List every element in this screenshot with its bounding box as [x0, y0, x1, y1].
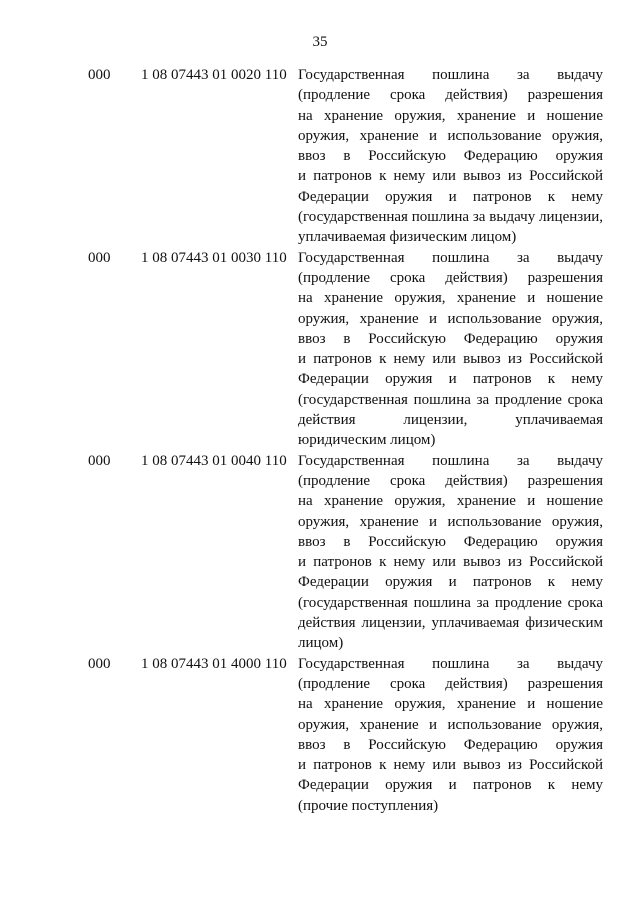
description-line: Государственная пошлина за выдачу — [298, 655, 603, 672]
admin-code: 000 — [88, 452, 111, 469]
admin-code: 000 — [88, 249, 111, 266]
description-line: Государственная пошлина за выдачу — [298, 67, 603, 83]
revenue-description — [298, 451, 603, 654]
description-line: уплачиваемая физическим лицом) — [298, 229, 517, 246]
description-line: оружия, хранение и использование оружия, — [298, 127, 603, 144]
admin-code: 000 — [88, 655, 111, 672]
description-line: действия лицензии, уплачиваемая физическим — [298, 615, 603, 632]
description-line: (продление срока действия) разрешения — [298, 87, 603, 104]
description-line: (продление срока действия) разрешения — [298, 269, 603, 286]
budget-classification-code: 1 08 07443 01 0040 110 — [141, 452, 287, 469]
description-line: ввоз в Российскую Федерацию оружия — [298, 148, 603, 165]
revenue-description — [298, 65, 603, 248]
description-line: (государственная пошлина за продление срока — [298, 594, 603, 611]
description-line: (продление срока действия) разрешения — [298, 472, 603, 489]
description-line: на хранение оружия, хранение и ношение — [298, 696, 603, 713]
revenue-description — [298, 654, 603, 816]
revenue-description — [298, 248, 603, 451]
description-line: оружия, хранение и использование оружия, — [298, 513, 603, 530]
description-line: Федерации оружия и патронов к нему — [298, 371, 603, 388]
table-row — [0, 654, 640, 816]
description-line: на хранение оружия, хранение и ношение — [298, 107, 603, 124]
admin-code: 000 — [88, 67, 111, 83]
description-line: и патронов к нему или вывоз из Российской — [298, 168, 603, 185]
description-line: и патронов к нему или вывоз из Российской — [298, 554, 603, 571]
description-line: и патронов к нему или вывоз из Российской — [298, 757, 603, 774]
description-line: (продление срока действия) разрешения — [298, 675, 603, 692]
description-line: ввоз в Российскую Федерацию оружия — [298, 330, 603, 347]
description-line: Федерации оружия и патронов к нему — [298, 574, 603, 591]
description-line: Федерации оружия и патронов к нему — [298, 188, 603, 205]
description-line: (прочие поступления) — [298, 797, 439, 814]
description-line: и патронов к нему или вывоз из Российской — [298, 351, 603, 368]
budget-classification-code: 1 08 07443 01 4000 110 — [141, 655, 287, 672]
budget-classification-code: 1 08 07443 01 0030 110 — [141, 249, 287, 266]
description-line: Федерации оружия и патронов к нему — [298, 777, 603, 794]
table-row — [0, 248, 640, 451]
description-line: ввоз в Российскую Федерацию оружия — [298, 736, 603, 753]
description-line: (государственная пошлина за выдачу лицензии, — [298, 209, 603, 226]
description-line: лицом) — [298, 635, 344, 652]
description-line: на хранение оружия, хранение и ношение — [298, 493, 603, 510]
page-number: 35 — [312, 34, 328, 50]
description-line: ввоз в Российскую Федерацию оружия — [298, 533, 603, 550]
revenue-code-table — [0, 65, 640, 816]
description-line: Государственная пошлина за выдачу — [298, 452, 603, 469]
description-line: (государственная пошлина за продление срока — [298, 391, 603, 408]
description-line: на хранение оружия, хранение и ношение — [298, 290, 603, 307]
description-line: действия лицензии, уплачиваемая — [298, 412, 603, 429]
budget-classification-code: 1 08 07443 01 0020 110 — [141, 67, 287, 83]
table-row — [0, 451, 640, 654]
description-line: оружия, хранение и использование оружия, — [298, 310, 603, 327]
table-row — [0, 65, 640, 248]
description-line: Государственная пошлина за выдачу — [298, 249, 603, 266]
description-line: юридическим лицом) — [298, 432, 436, 449]
description-line: оружия, хранение и использование оружия, — [298, 716, 603, 733]
